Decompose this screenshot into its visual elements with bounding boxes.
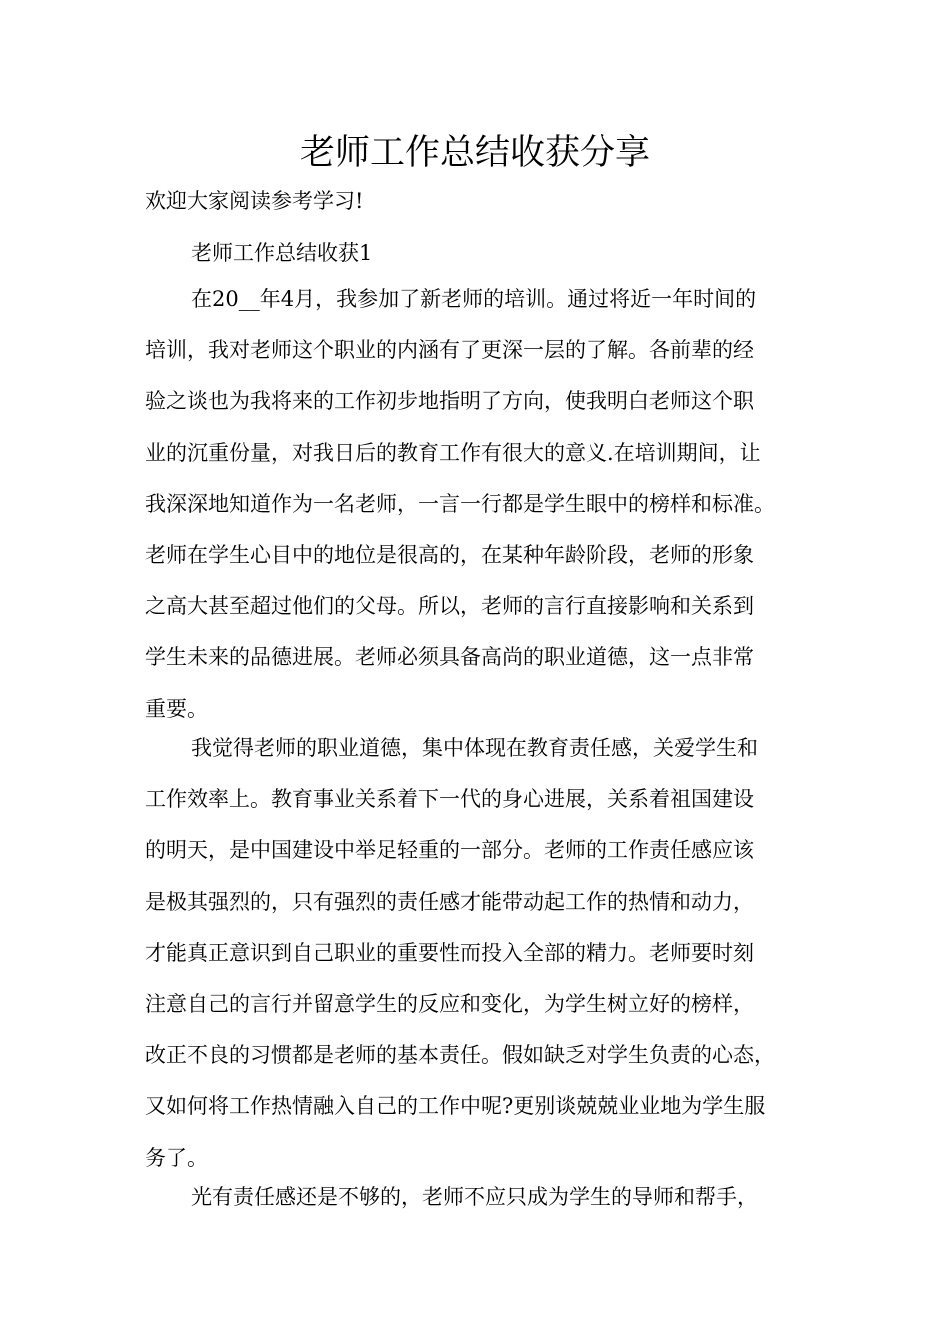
paragraph-line: 之高大甚至超过他们的父母。所以，老师的言行直接影响和关系到 [145,594,754,619]
paragraph-line: 的明天，是中国建设中举足轻重的一部分。老师的工作责任感应该 [145,838,754,863]
section-heading: 老师工作总结收获1 [191,241,373,265]
document-title: 老师工作总结收获分享 [299,133,650,173]
paragraph-3 [145,1172,825,1223]
paragraph-line: 是极其强烈的，只有强烈的责任感才能带动起工作的热情和动力， [145,889,754,914]
paragraph-line: 又如何将工作热情融入自己的工作中呢?更别谈兢兢业业地为学生服 [145,1094,766,1119]
paragraph-line: 业的沉重份量，对我日后的教育工作有很大的意义.在培训期间，让 [145,440,761,465]
paragraph-line: 验之谈也为我将来的工作初步地指明了方向，使我明白老师这个职 [145,389,754,414]
paragraph-line: 学生未来的品德进展。老师必须具备高尚的职业道德，这一点非常 [145,645,754,670]
paragraph-line: 培训，我对老师这个职业的内涵有了更深一层的了解。各前辈的经 [145,338,754,363]
paragraph-line: 工作效率上。教育事业关系着下一代的身心进展，关系着祖国建设 [145,787,754,812]
paragraph-2 [145,723,825,1184]
greeting-text: 欢迎大家阅读参考学习! [145,189,364,213]
paragraph-line: 光有责任感还是不够的，老师不应只成为学生的导师和帮手， [191,1185,758,1209]
paragraph-line: 务了。 [145,1145,208,1170]
paragraph-line: 注意自己的言行并留意学生的反应和变化，为学生树立好的榜样， [145,992,754,1017]
paragraph-1 [145,274,825,735]
paragraph-line: 才能真正意识到自己职业的重要性而投入全部的精力。老师要时刻 [145,940,754,965]
paragraph-line: 在20__年4月，我参加了新老师的培训。通过将近一年时间的 [191,287,757,311]
paragraph-line: 重要。 [145,696,208,721]
paragraph-line: 老师在学生心目中的地位是很高的，在某种年龄阶段，老师的形象 [145,543,754,568]
paragraph-line: 改正不良的习惯都是老师的基本责任。假如缺乏对学生负责的心态， [145,1043,775,1068]
paragraph-line: 我觉得老师的职业道德，集中体现在教育责任感，关爱学生和 [191,736,758,760]
paragraph-line: 我深深地知道作为一名老师，一言一行都是学生眼中的榜样和标准。 [145,491,775,516]
